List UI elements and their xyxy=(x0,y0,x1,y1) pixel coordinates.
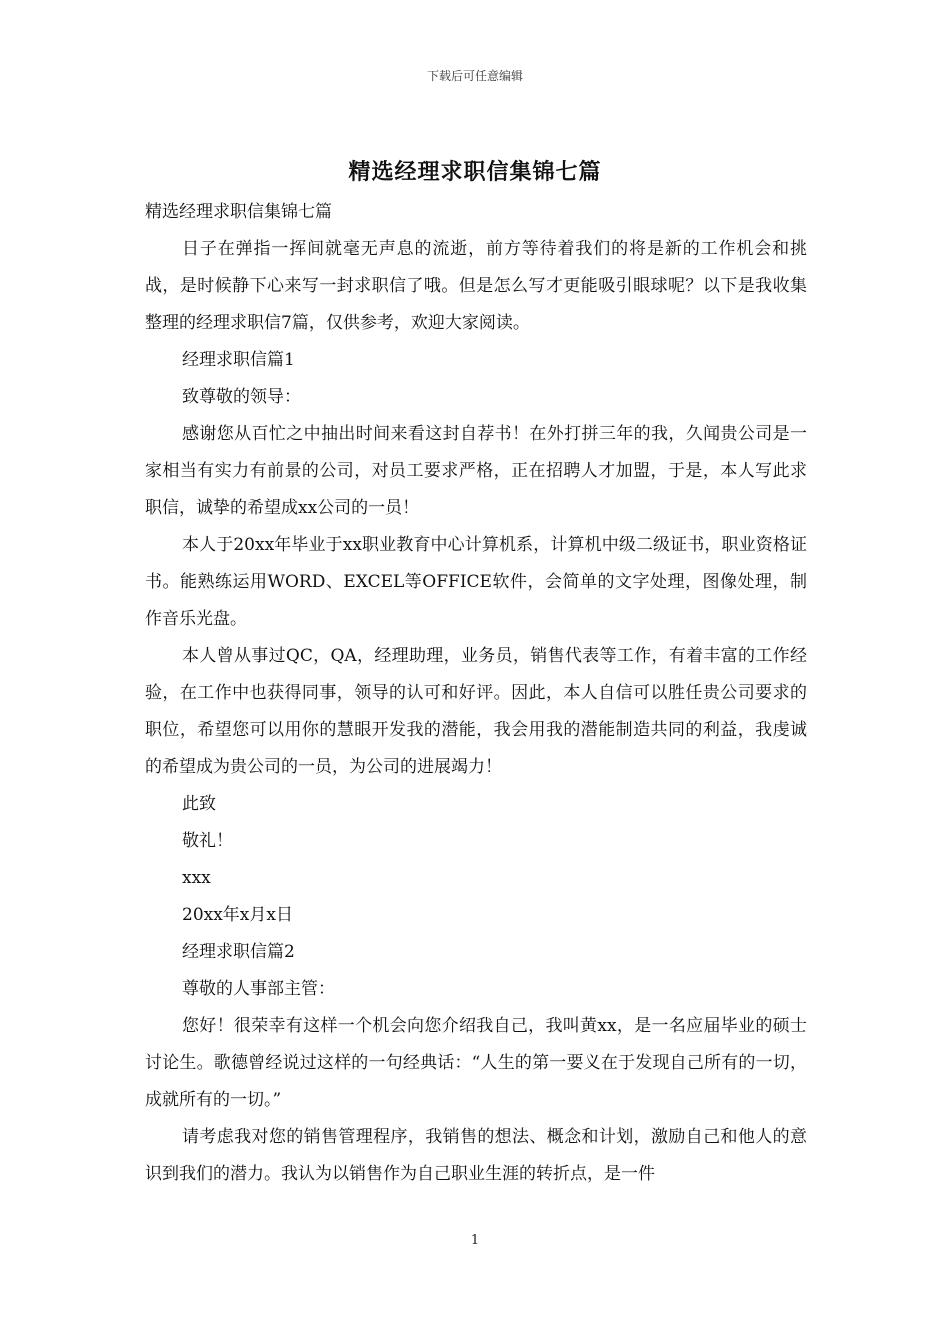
salutation: 尊敬的人事部主管： xyxy=(182,979,335,999)
closing-line: 敬礼！ xyxy=(182,831,233,851)
body-paragraph: 您好！很荣幸有这样一个机会向您介绍我自己，我叫黄xx，是一名应届毕业的硕士讨论生。歌德曾经说过这样的一句经典话：“人生的第一要义在于发现自己所有的一切，成就所有的一切。” xyxy=(145,1016,807,1110)
document-body xyxy=(145,194,807,1193)
body-paragraph: 感谢您从百忙之中抽出时间来看这封自荐书！在外打拼三年的我，久闻贵公司是一家相当有实力有前景的公司，对员工要求严格，正在招聘人才加盟，于是，本人写此求职信，诚挚的希望成xx公司的一员！ xyxy=(145,424,807,518)
header-note: 下载后可任意编辑 xyxy=(426,69,523,83)
body-paragraph: 本人于20xx年毕业于xx职业教育中心计算机系，计算机中级二级证书，职业资格证书。能熟练运用WORD、EXCEL等OFFICE软件，会简单的文字处理，图像处理，制作音乐光盘。 xyxy=(145,535,807,629)
body-paragraph: 日子在弹指一挥间就毫无声息的流逝，前方等待着我们的将是新的工作机会和挑战，是时候静下心来写一封求职信了哦。但是怎么写才更能吸引眼球呢？以下是我收集整理的经理求职信7篇，仅供参考，欢迎大家阅读。 xyxy=(145,239,807,333)
section-heading: 经理求职信篇2 xyxy=(182,942,295,962)
body-paragraph: 请考虑我对您的销售管理程序，我销售的想法、概念和计划，激励自己和他人的意识到我们的潜力。我认为以销售作为自己职业生涯的转折点，是一件 xyxy=(145,1127,807,1184)
section-heading: 经理求职信篇1 xyxy=(182,350,295,370)
signature-name: xxx xyxy=(182,868,211,888)
page-number: 1 xyxy=(470,1233,480,1248)
body-paragraph: 本人曾从事过QC，QA，经理助理，业务员，销售代表等工作，有着丰富的工作经验，在工作中也获得同事，领导的认可和好评。因此，本人自信可以胜任贵公司要求的职位，希望您可以用你的慧眼开发我的潜能，我会用我的潜能制造共同的利益，我虔诚的希望成为贵公司的一员，为公司的进展竭力！ xyxy=(145,646,807,777)
document-title: 精选经理求职信集锦七篇 xyxy=(348,159,602,185)
body-paragraph: 精选经理求职信集锦七篇 xyxy=(145,202,332,222)
salutation: 致尊敬的领导： xyxy=(182,387,301,407)
closing-line: 此致 xyxy=(182,794,216,814)
signature-date: 20xx年x月x日 xyxy=(182,905,293,925)
